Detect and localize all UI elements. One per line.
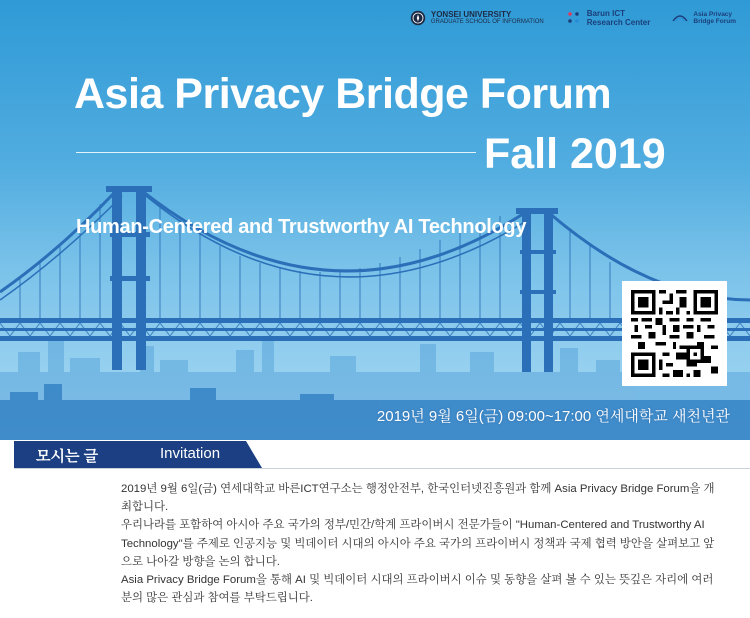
- title-divider: [76, 152, 476, 153]
- barun-dots-icon: [566, 10, 582, 26]
- partner-logos: [410, 6, 736, 30]
- yonsei-school: GRADUATE SCHOOL OF INFORMATION: [430, 19, 544, 25]
- forum-theme: Human-Centered and Trustworthy AI Technology: [76, 216, 527, 238]
- apbf-line2: Bridge Forum: [693, 18, 736, 25]
- invitation-section-header: [14, 441, 262, 468]
- invitation-paragraph: Asia Privacy Bridge Forum을 통해 AI 및 빅데이터 시대의 프라이버시 이슈 및 동향을 살펴 볼 수 있는 뜻깊은 자리에 여러분의 많은 관심과 참여를 부탁드립니다.: [121, 574, 714, 605]
- section-divider: [14, 468, 750, 469]
- invitation-paragraph: 2019년 9월 6일(금) 연세대학교 바른ICT연구소는 행정안전부, 한국인터넷진흥원과 함께 Asia Privacy Bridge Forum을 개최합니다.: [121, 483, 715, 514]
- yonsei-seal-icon: [410, 10, 426, 26]
- qr-code[interactable]: [622, 281, 727, 386]
- forum-title: Asia Privacy Bridge Forum: [74, 70, 612, 118]
- invitation-paragraph: 우리나라를 포함하여 아시아 주요 국가의 정부/민간/학계 프라이버시 전문가들이 "Human-Centered and Trustworthy AI Technology"를 주제로 인공지능 및 빅데이터 시대의 아시아 주요 국가의 프라이버시 정책과 국제 협력 방안을 살펴보고 앞으로 나아갈 방향을 논의 합니다.: [121, 519, 715, 568]
- invitation-text: [121, 480, 721, 607]
- barun-line2: Research Center: [586, 18, 651, 27]
- forum-season: Fall 2019: [484, 130, 666, 178]
- barun-ict-logo[interactable]: [566, 9, 651, 27]
- yonsei-name: YONSEI UNIVERSITY: [430, 10, 512, 19]
- barun-line1: Barun ICT: [586, 9, 626, 18]
- apbf-arc-icon: [672, 10, 688, 26]
- section-label-korean: 모시는 글: [36, 448, 99, 465]
- apbf-line1: Asia Privacy: [693, 11, 733, 18]
- event-date-venue: 2019년 9월 6일(금) 09:00~17:00 연세대학교 새천년관: [376, 408, 730, 425]
- apbf-logo[interactable]: [672, 10, 736, 26]
- section-label-english: Invitation: [160, 445, 221, 462]
- yonsei-logo[interactable]: [410, 10, 544, 26]
- qr-code-icon: [631, 290, 718, 377]
